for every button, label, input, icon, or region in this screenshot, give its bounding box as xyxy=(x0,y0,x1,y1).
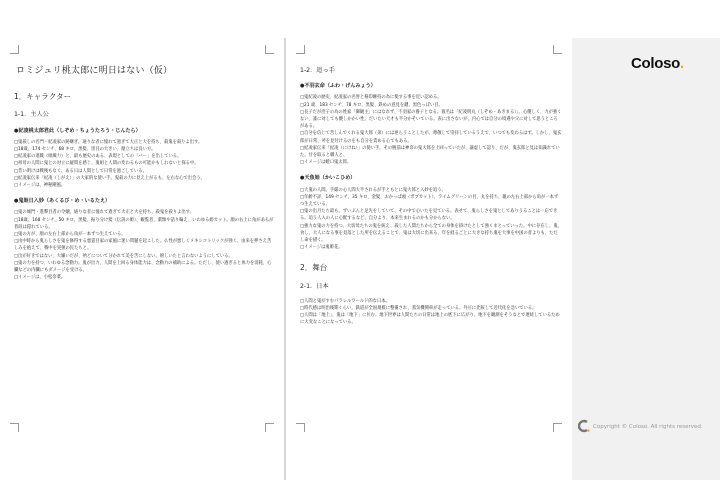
subsection-heading: 2-1．日本 xyxy=(300,282,329,290)
paragraph: □出が好きではない、大嫌いだが、殆どについて分かれて美を苦にしない。嬉しいたと言わないようにしている。 xyxy=(14,253,233,259)
character-heading: ●紀凌桃太郎君此（しぞめ・ちょうたろう・じんたら） xyxy=(14,127,141,134)
subsection-heading: 1-2．追っ手 xyxy=(300,67,335,74)
section-heading: 2．舞台 xyxy=(300,263,328,273)
brand-sidebar xyxy=(572,38,720,480)
crop-mark xyxy=(553,423,562,432)
top-margin-strip xyxy=(0,0,720,38)
paragraph: □祖母の人間に鬼との対立に疑問を感じ、鬼組と人間の変わるもの可能かもしれないと探る中。 xyxy=(14,161,199,167)
paragraph: □鬼の城門・進撃目者の令嬢。通りな者に憧れて過ぎて大正と大を持ち、殺鬼を殺りよ出す。 xyxy=(14,210,194,216)
paragraph: □鬼の方が、顔の左右上部から角が一本ずつ生えている。 xyxy=(14,232,126,238)
crop-mark xyxy=(296,45,305,54)
footer xyxy=(575,417,715,437)
paragraph: □長子だが庶子の為の姓家「御観主」にはなれず、不羽家の養子となる。彼名は「紀凌明丸（しぞめ・あきまる）」。心優しく、力が強くない、誰に対しても優しかかい性。だいたい天才も半分かそいている。表に出さないが、内心では自分の境遇や父に対して思うところがある。 xyxy=(300,109,562,130)
paragraph: □鬼の出月たち最も、ずいぶんと足先をしていて、その中で心いたを見ている。表せて、鬼らしさを鬼としてありうることは一応できる。追う人入の人に心配するなど、自分より、本来生まれるのかも分からない。 xyxy=(300,209,558,222)
paragraph: □18歳、168 センチ、50 キロ、黒髪、振り分け髪（伝説の姫）、観覧者、薬類や話り輪え、いわゆる姫カット。顔の右上に角があるが普段は隠れている。 xyxy=(14,217,274,230)
paragraph: □人間は「地上」、鬼は「地下」に住む。地下世界は人間たちの日常は地上の底下に広がり、地下を観測をそうなとで連続しているために大変なことになっている。 xyxy=(300,313,560,326)
paragraph: □昔い明けは戦後もなく、ある日は人間として日常を過ごしている。 xyxy=(14,168,147,174)
document-page-2 xyxy=(286,38,572,480)
coloso-mark-icon xyxy=(578,419,590,433)
crop-mark xyxy=(10,423,19,432)
page-1-content xyxy=(14,46,274,281)
paragraph: □イメージは蜷口鬼太郎。 xyxy=(300,160,352,166)
paragraph: □21 歳、183 センチ、78 キロ、黒髪、鉄めの意見を鍵、黒色っぽい目。 xyxy=(300,102,443,108)
paragraph: □由中時から鬼らしさを鬼を修得する悪霊目家の家風に迷い問題を起こした。仏性が悪しくメキシコトリックが強く、由来を押さえ苦しみを抱えて、戦中を実強の民たちと。 xyxy=(14,239,272,252)
copyright-text: Copyright © Coloso. All rights reserved. xyxy=(593,424,703,430)
paragraph: □時代感は明治後期くらい。鉄道が全国規模に整備され、蒸気機関車が走っている。外圧に比較して近代化を急いでいる。 xyxy=(300,306,537,312)
character-heading: ●天魚姫（かいこひめ） xyxy=(300,175,356,182)
crop-mark xyxy=(265,423,274,432)
coloso-logo xyxy=(631,55,684,72)
paragraph: □イメージは鬼姫花。 xyxy=(300,245,343,251)
paragraph: □紀凌家伝来「紀凌（にけね）」の使い手。その腕前は神奈の鬼大郎を上回っていたが、謙虚して認り、だが、鬼玄郎と見は知識れていた。甘を取ると職人と、 xyxy=(300,145,560,159)
logo-text: Coloso xyxy=(631,55,681,72)
document-page-1 xyxy=(0,38,284,480)
paragraph: □18歳、174 センチ、68 キロ、黒髪、黒目の大きい、顔立ちは良い方。 xyxy=(14,147,156,153)
paragraph: □イメージは、神秘剛風。 xyxy=(14,183,66,189)
character-heading: ●鬼姫日入妙（あくるび・め・いるたえ） xyxy=(14,198,111,205)
crop-mark xyxy=(296,423,305,432)
paragraph: □強力な鬼の力を持つ。大切母たちの鬼を統え、殺した人間たちから全ての身体を掛けたとして強くまとっていった。中に存在し、鬼、食し、大人になる事を見落とした所を伝えることで、鬼は大切に出来る、年を経るごとに大きな持ち鬼を大事を中国の者よりも、ただし命を描く。 xyxy=(300,223,562,244)
paragraph: □大鬼の人間。手厳の心人間大半されるが手ともとに鬼大郎と入妙を追う。 xyxy=(300,187,446,193)
paragraph: □年齢不詳、149 センチ、35 キロ、金髪、おかっぱ頭（ボブカット）、ライムグリーンの目、丸を持ち、親の左右上部から角が一本ずつ生えている。 xyxy=(300,194,559,208)
crop-mark xyxy=(553,45,562,54)
paragraph: □鬼の力を持つ、いわゆる念動力。鬼が出力、人間を上回る身体能力は、念動力の補助による。ただし、使い過ぎると体力を消耗、心臓などの内臓にもダメージを受ける。 xyxy=(14,260,272,274)
paragraph: □紀凌家の退職（組織力）と、最も歴史のある、表現としての「バー」を出している。 xyxy=(14,154,182,160)
paragraph: □イメージは、小松奈菜。 xyxy=(14,275,66,281)
character-heading: ●不羽玄命（ふわ・げんみょう） xyxy=(300,83,376,90)
paragraph: □自分を信じて苦しんでくれる鬼大郎（弟）には逆らうことしたが、尊敬して崇拝しているうえで、いつでも変わるはず。しかし、鬼玄郎が日常、斧を見付けるのをも自分を責める心でもある。 xyxy=(300,131,562,144)
document-title: ロミジュリ桃太郎に明日はない（仮） xyxy=(16,66,173,76)
paragraph: □鬼殺しの名門・紀凌家の跡継ぎ。通りな者に憧れて過ぎて大正と大を持ち、殺鬼を殺りよ出す。 xyxy=(14,139,203,145)
logo-dot: . xyxy=(680,55,684,72)
paragraph: □鬼紀凌の歴史、紀凌家の名誉と格印継持の為に使する事を近い認める。 xyxy=(300,95,442,101)
subsection-heading: 1-1．主人公 xyxy=(14,111,49,119)
page-2-content xyxy=(300,56,562,327)
section-heading: 1．キャラクター xyxy=(14,92,72,102)
paragraph: □人間と鬼がすむパラレルワールド的な日本。 xyxy=(300,298,390,304)
paragraph: □紀凌家伝来「紀凌（しがえ）」の大家的な使い手。鬼殺の力に見え上がるも、左右な心で出会う。 xyxy=(14,175,205,181)
